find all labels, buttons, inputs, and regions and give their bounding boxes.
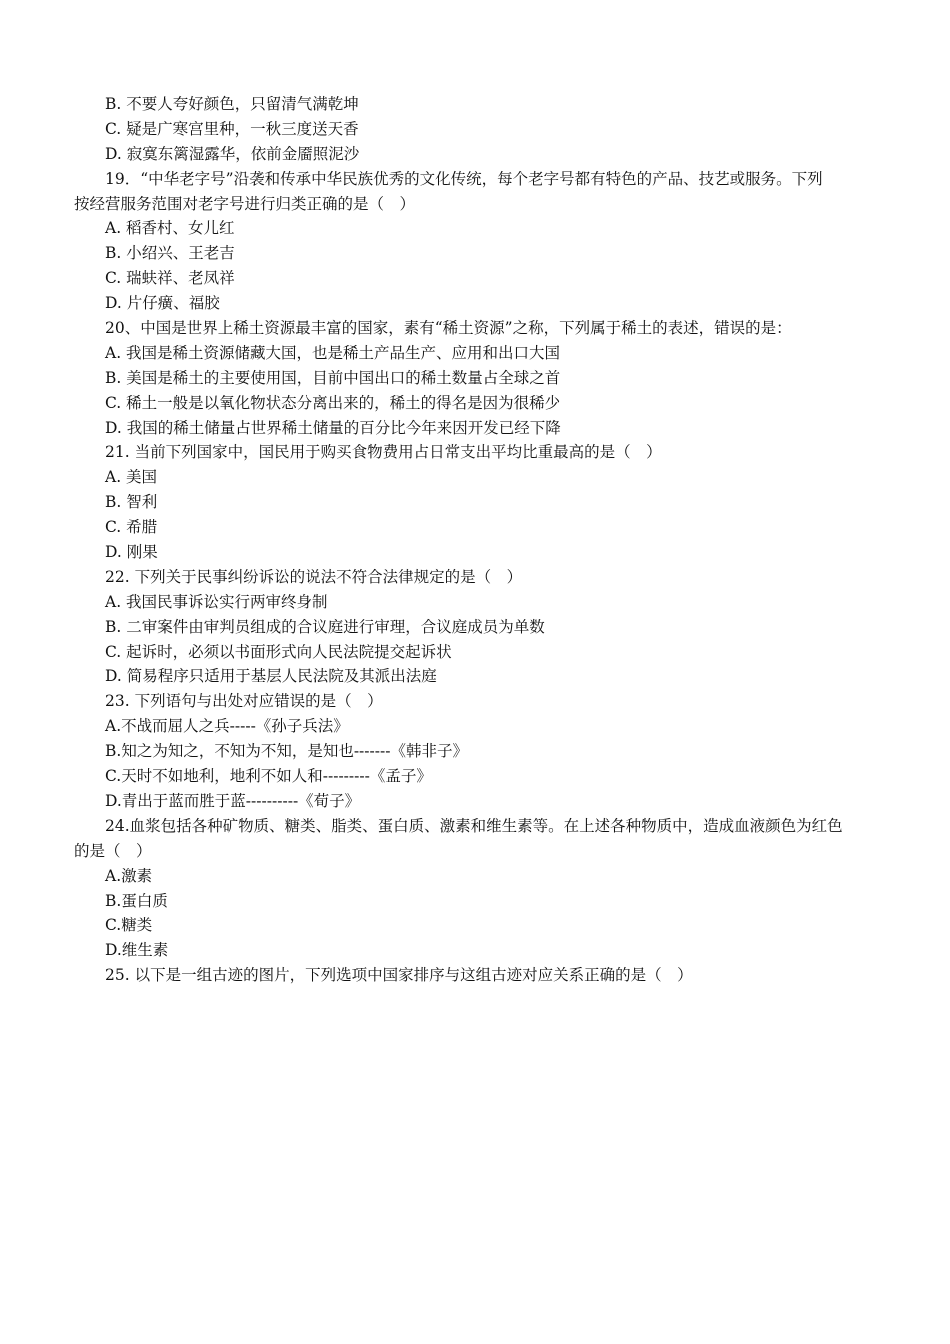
answer-option: D. 简易程序只适用于基层人民法院及其派出法庭 xyxy=(105,667,437,686)
answer-option: B. 不要人夸好颜色，只留清气满乾坤 xyxy=(105,95,359,113)
answer-option: B. 二审案件由审判员组成的合议庭进行审理，合议庭成员为单数 xyxy=(105,617,545,636)
answer-option: A. 稻香村、女儿红 xyxy=(105,219,235,238)
question-text: 24.血浆包括各种矿物质、糖类、脂类、蛋白质、激素和维生素等。在上述各种物质中，造成血液颜色为红色 xyxy=(105,816,843,835)
answer-option: B. 小绍兴、王老吉 xyxy=(105,244,235,263)
question-text-continued: 按经营服务范围对老字号进行归类正确的是（ ） xyxy=(74,194,416,213)
answer-option: A. 美国 xyxy=(105,468,158,487)
question-text: 21. 当前下列国家中，国民用于购买食物费用占日常支出平均比重最高的是（ ） xyxy=(105,443,662,462)
question-text: 23. 下列语句与出处对应错误的是（ ） xyxy=(105,692,383,711)
answer-option: B. 美国是稀土的主要使用国，目前中国出口的稀土数量占全球之首 xyxy=(105,368,561,387)
answer-option: A. 我国是稀土资源储藏大国，也是稀土产品生产、应用和出口大国 xyxy=(105,343,561,362)
answer-option: B. 智利 xyxy=(105,493,158,512)
question-text: 22. 下列关于民事纠纷诉讼的说法不符合法律规定的是（ ） xyxy=(105,567,523,586)
question-text-continued: 的是（ ） xyxy=(74,841,152,860)
answer-option: C. 疑是广寒宫里种，一秋三度送天香 xyxy=(105,119,359,138)
question-text: 19．“中华老字号”沿袭和传承中华民族优秀的文化传统，每个老字号都有特色的产品、技艺或服务。下列 xyxy=(105,169,823,188)
answer-option: D. 刚果 xyxy=(105,543,158,562)
answer-option: D. 片仔癀、福胶 xyxy=(105,294,220,313)
question-text: 25. 以下是一组古迹的图片，下列选项中国家排序与这组古迹对应关系正确的是（ ） xyxy=(105,966,693,985)
answer-option: A. 我国民事诉讼实行两审终身制 xyxy=(105,592,328,611)
answer-option: C. 起诉时，必须以书面形式向人民法院提交起诉状 xyxy=(105,642,452,661)
answer-option: D. 我国的稀土储量占世界稀土储量的百分比今年来因开发已经下降 xyxy=(105,418,561,437)
answer-option: D. 寂寞东篱湿露华，依前金靥照泥沙 xyxy=(105,144,360,163)
answer-option: A.激素 xyxy=(105,866,153,885)
document-body xyxy=(74,92,874,988)
answer-option: C. 希腊 xyxy=(105,518,158,537)
answer-option: D.维生素 xyxy=(105,941,169,960)
answer-option: C. 稀土一般是以氧化物状态分离出来的，稀土的得名是因为很稀少 xyxy=(105,393,561,412)
answer-option: B.知之为知之，不知为不知，是知也-------《韩非子》 xyxy=(105,742,468,761)
answer-option: B.蛋白质 xyxy=(105,891,168,910)
answer-option: D.青出于蓝而胜于蓝----------《荀子》 xyxy=(105,791,361,810)
answer-option: C.糖类 xyxy=(105,916,153,935)
answer-option: C.天时不如地利，地利不如人和---------《孟子》 xyxy=(105,767,432,786)
answer-option: C. 瑞蚨祥、老凤祥 xyxy=(105,269,235,288)
answer-option: A.不战而屈人之兵-----《孙子兵法》 xyxy=(105,717,349,736)
question-text: 20、中国是世界上稀土资源最丰富的国家，素有“稀土资源”之称，下列属于稀土的表述，错误的是： xyxy=(105,319,792,338)
